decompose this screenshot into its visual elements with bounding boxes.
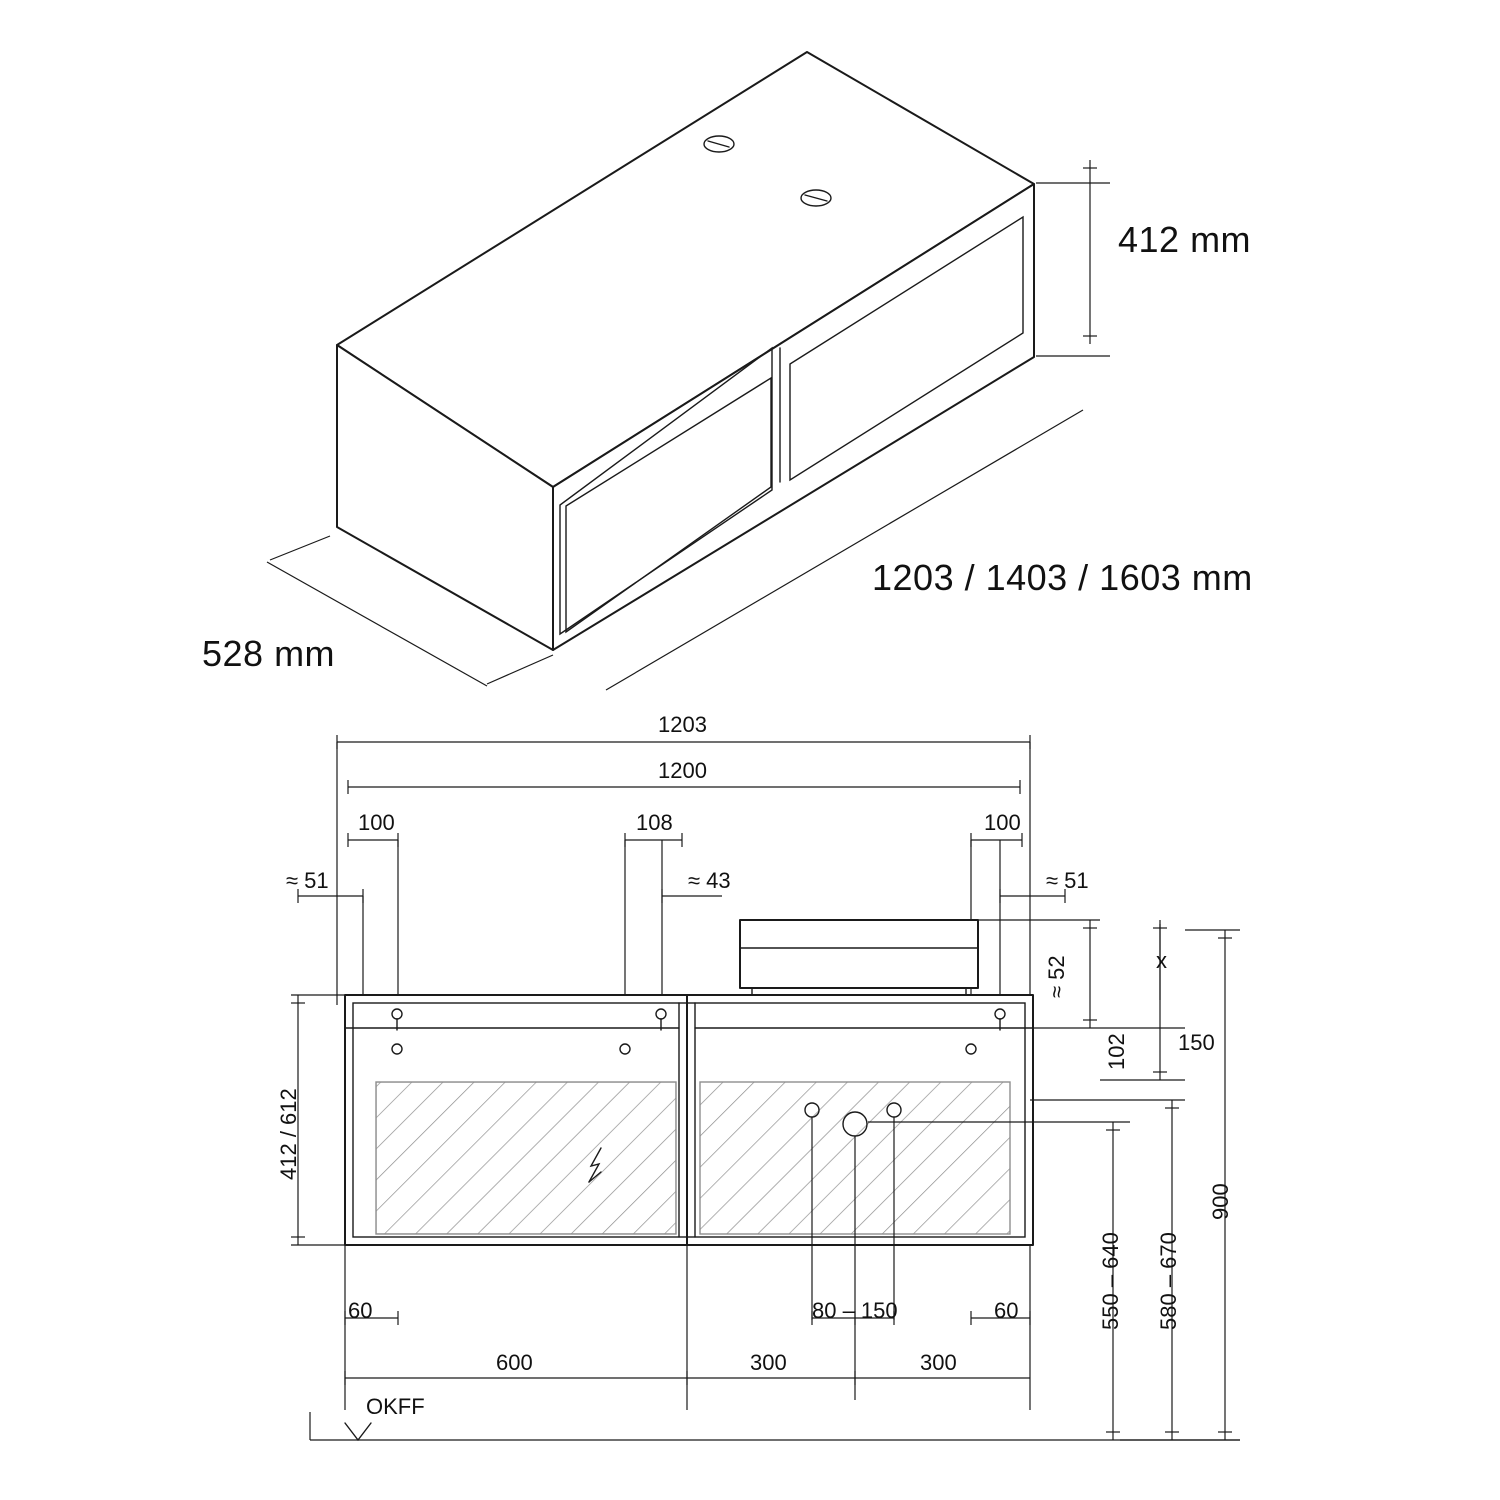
front-seg-300b-label: 300 [920, 1350, 957, 1375]
iso-height-dimension [1036, 160, 1110, 356]
front-basin-height-note: x [1156, 948, 1167, 973]
front-bottom-center-label: 80 – 150 [812, 1298, 898, 1323]
iso-height-label: 412 mm [1118, 219, 1252, 260]
front-approx-mid-label: ≈ 43 [688, 868, 731, 893]
iso-width-label: 1203 / 1403 / 1603 mm [872, 557, 1253, 598]
front-bottom-right-60-label: 60 [994, 1298, 1019, 1323]
front-top-inner-label: 1200 [658, 758, 707, 783]
front-102-label: 102 [1104, 1033, 1129, 1070]
front-mid-offset-label: 108 [636, 810, 673, 835]
front-900-label: 900 [1208, 1183, 1233, 1220]
front-left-height-label: 412 / 612 [276, 1088, 301, 1180]
front-basin [740, 920, 978, 995]
okff-label: OKFF [366, 1394, 425, 1419]
front-150-label: 150 [1178, 1030, 1215, 1055]
front-top-overall-label: 1203 [658, 712, 707, 737]
front-seg-300a-label: 300 [750, 1350, 787, 1375]
hatch-zone-left [376, 1082, 676, 1234]
front-approx-left-label: ≈ 51 [286, 868, 329, 893]
front-bottom-left-60-label: 60 [348, 1298, 373, 1323]
front-580-670-label: 580 – 670 [1156, 1232, 1181, 1330]
front-approx-basin-label: ≈ 52 [1044, 955, 1069, 998]
front-seg-600-label: 600 [496, 1350, 533, 1375]
front-left-offset-label: 100 [358, 810, 395, 835]
front-550-640-label: 550 – 640 [1098, 1232, 1123, 1330]
front-right-offset-label: 100 [984, 810, 1021, 835]
front-approx-right-label: ≈ 51 [1046, 868, 1089, 893]
iso-depth-label: 528 mm [202, 633, 336, 674]
